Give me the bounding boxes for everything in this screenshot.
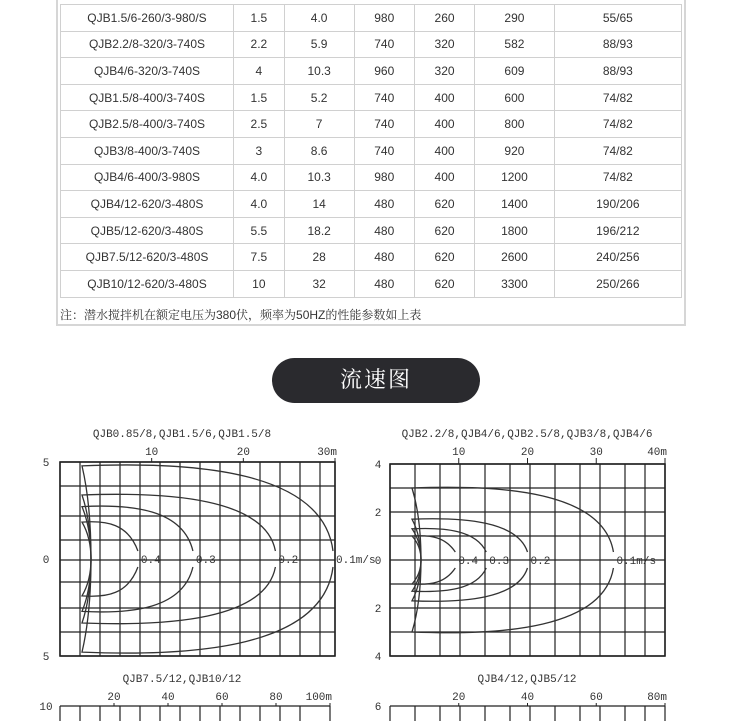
x-tick-label: 60 <box>589 692 603 704</box>
table-cell: 740 <box>354 137 414 164</box>
table-cell: 620 <box>414 244 474 271</box>
table-cell: 10.3 <box>284 58 354 85</box>
table-cell: 3 <box>234 137 285 164</box>
contour-label: 0.4 <box>140 555 161 567</box>
table-cell: 7.5 <box>234 244 285 271</box>
x-tick-label: 100m <box>305 692 332 704</box>
contour-label: 0.3 <box>195 555 216 567</box>
x-tick-label: 60 <box>215 692 229 704</box>
x-tick-label: 20 <box>520 447 535 459</box>
table-cell: 1800 <box>475 217 554 244</box>
contour-label: 0.2 <box>278 555 299 567</box>
table-cell: 196/212 <box>554 217 681 244</box>
contour-label: 0.2 <box>530 556 551 568</box>
contour-line <box>82 494 275 623</box>
table-cell: 2600 <box>475 244 554 271</box>
table-cell: 3300 <box>475 270 554 297</box>
y-tick-label: 5 <box>42 458 50 470</box>
table-cell: 88/93 <box>554 58 681 85</box>
table-cell-model: QJB2.5/8-400/3-740S <box>61 111 234 138</box>
table-cell: 1.5 <box>234 5 285 32</box>
y-tick-label: 2 <box>374 604 382 616</box>
x-tick-label: 20 <box>107 692 121 704</box>
table-cell-model: QJB7.5/12-620/3-480S <box>61 244 234 271</box>
table-cell: 5.9 <box>284 31 354 58</box>
table-cell: 1200 <box>475 164 554 191</box>
x-tick-label: 20 <box>236 447 250 459</box>
table-cell: 88/93 <box>554 31 681 58</box>
table-cell: 400 <box>414 137 474 164</box>
table-cell: 14 <box>284 191 354 218</box>
table-cell: 980 <box>354 5 414 32</box>
x-tick-label: 10 <box>145 447 159 459</box>
table-cell: 18.2 <box>284 217 354 244</box>
table-cell: 250/266 <box>554 270 681 297</box>
table-cell-model: QJB2.2/8-320/3-740S <box>61 31 234 58</box>
table-cell: 260 <box>414 5 474 32</box>
table-cell: 28 <box>284 244 354 271</box>
table-cell-model: QJB1.5/6-260/3-980/S <box>61 5 234 32</box>
y-tick-label: 2 <box>374 508 382 520</box>
table-cell: 190/206 <box>554 191 681 218</box>
chart-title: QJB4/12,QJB5/12 <box>477 674 577 686</box>
table-cell: 620 <box>414 191 474 218</box>
flow-chart-title: 流速图 <box>272 358 480 403</box>
y-tick-label: 0 <box>374 556 382 568</box>
table-cell: 1.5 <box>234 84 285 111</box>
table-cell: 600 <box>475 84 554 111</box>
table-cell: 74/82 <box>554 137 681 164</box>
chart-title: QJB7.5/12,QJB10/12 <box>122 674 242 686</box>
table-cell: 32 <box>284 270 354 297</box>
table-cell: 740 <box>354 111 414 138</box>
table-cell: 480 <box>354 217 414 244</box>
table-cell: 55/65 <box>554 5 681 32</box>
table-cell: 5.5 <box>234 217 285 244</box>
table-cell-model: QJB1.5/8-400/3-740S <box>61 84 234 111</box>
table-cell: 74/82 <box>554 84 681 111</box>
table-cell: 7 <box>284 111 354 138</box>
table-cell: 320 <box>414 31 474 58</box>
table-cell: 2.5 <box>234 111 285 138</box>
table-cell-model: QJB3/8-400/3-740S <box>61 137 234 164</box>
table-cell: 320 <box>414 58 474 85</box>
table-cell-model: QJB10/12-620/3-480S <box>61 270 234 297</box>
chart-title: QJB2.2/8,QJB4/6,QJB2.5/8,QJB3/8,QJB4/6 <box>401 429 653 441</box>
table-cell-model: QJB4/6-400/3-980S <box>61 164 234 191</box>
table-cell: 10 <box>234 270 285 297</box>
table-cell: 620 <box>414 217 474 244</box>
spec-note: 注：潜水搅拌机在额定电压为380伏，频率为50HZ的性能参数如上表 <box>60 308 422 322</box>
table-cell: 609 <box>475 58 554 85</box>
table-cell-model: QJB5/12-620/3-480S <box>61 217 234 244</box>
table-cell: 620 <box>414 270 474 297</box>
table-cell: 400 <box>414 111 474 138</box>
table-cell: 980 <box>354 164 414 191</box>
y-tick-label: 10 <box>39 702 53 714</box>
table-cell: 4.0 <box>234 164 285 191</box>
table-cell: 4.0 <box>234 191 285 218</box>
table-cell: 5.2 <box>284 84 354 111</box>
contour-label: 0.1m/s <box>616 556 657 568</box>
table-cell: 74/82 <box>554 111 681 138</box>
table-cell: 582 <box>475 31 554 58</box>
chart-title: QJB0.85/8,QJB1.5/6,QJB1.5/8 <box>92 429 272 441</box>
x-tick-label: 40m <box>647 447 667 459</box>
y-tick-label: 5 <box>42 652 50 664</box>
table-cell: 1400 <box>475 191 554 218</box>
table-cell: 740 <box>354 31 414 58</box>
contour-label: 0.3 <box>489 556 510 568</box>
y-tick-label: 0 <box>42 555 50 567</box>
table-cell: 740 <box>354 84 414 111</box>
table-cell: 400 <box>414 84 474 111</box>
table-cell: 800 <box>475 111 554 138</box>
contour-label: 0.4 <box>458 556 479 568</box>
table-cell: 4 <box>234 58 285 85</box>
table-cell: 8.6 <box>284 137 354 164</box>
table-cell: 10.3 <box>284 164 354 191</box>
x-tick-label: 20 <box>452 692 466 704</box>
table-cell: 920 <box>475 137 554 164</box>
y-tick-label: 6 <box>374 702 382 714</box>
y-tick-label: 4 <box>374 652 382 664</box>
table-cell: 960 <box>354 58 414 85</box>
x-tick-label: 10 <box>452 447 466 459</box>
x-tick-label: 40 <box>161 692 175 704</box>
x-tick-label: 80 <box>269 692 283 704</box>
table-cell: 2.2 <box>234 31 285 58</box>
x-tick-label: 40 <box>520 692 535 704</box>
y-tick-label: 4 <box>374 460 382 472</box>
table-cell-model: QJB4/6-320/3-740S <box>61 58 234 85</box>
table-cell: 480 <box>354 270 414 297</box>
table-cell: 400 <box>414 164 474 191</box>
x-tick-label: 30m <box>317 447 337 459</box>
table-cell: 4.0 <box>284 5 354 32</box>
table-cell: 480 <box>354 244 414 271</box>
table-cell: 240/256 <box>554 244 681 271</box>
table-cell-model: QJB4/12-620/3-480S <box>61 191 234 218</box>
table-cell: 74/82 <box>554 164 681 191</box>
x-tick-label: 30 <box>589 447 603 459</box>
contour-label: 0.1m/s <box>336 555 376 567</box>
table-cell: 290 <box>475 5 554 32</box>
table-cell: 480 <box>354 191 414 218</box>
x-tick-label: 80m <box>647 692 667 704</box>
